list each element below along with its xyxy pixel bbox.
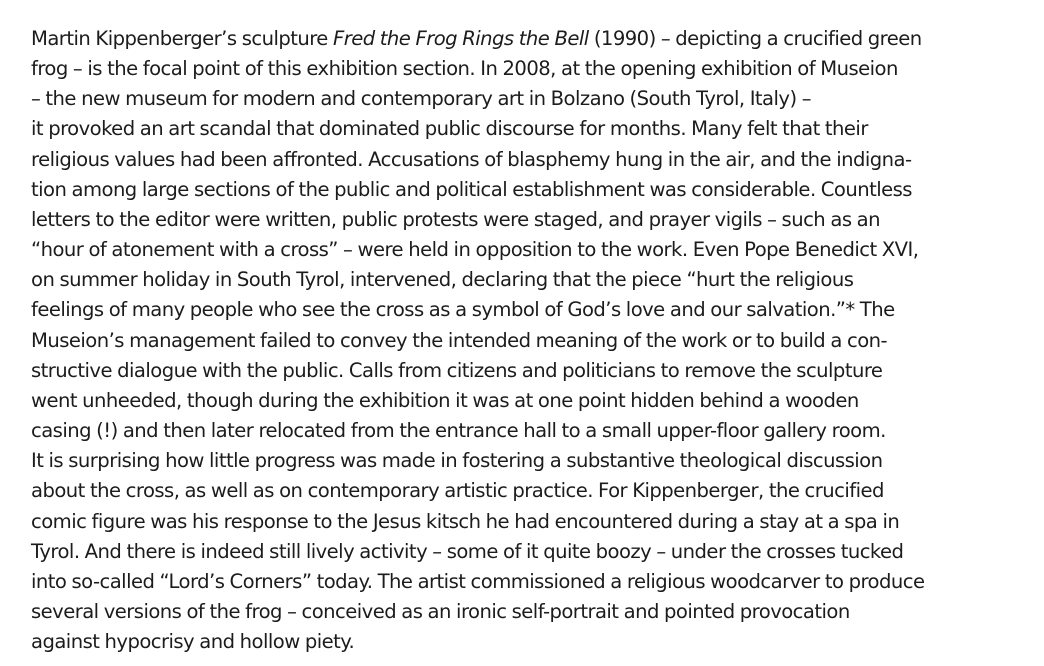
text-line	[31, 175, 1036, 205]
text-span: structive dialogue with the public. Calls from citizens and politicians to remove the sculpture	[31, 358, 883, 382]
text-span: against hypocrisy and hollow piety.	[31, 630, 355, 654]
text-span: letters to the editor were written, public protests were staged, and prayer vigils – such as an	[31, 207, 880, 231]
text-span: (1990) – depicting a crucified green	[588, 27, 922, 50]
text-span: feelings of many people who see the cross as a symbol of God’s love and our salvation.”* The	[31, 298, 895, 322]
text-line	[31, 597, 1036, 627]
text-span: several versions of the frog – conceived as an ironic self-portrait and pointed provocation	[31, 599, 850, 623]
text-span: frog – is the focal point of this exhibition section. In 2008, at the opening exhibition of Museion	[31, 57, 898, 81]
text-line	[31, 145, 1036, 175]
text-line	[31, 235, 1036, 265]
body-paragraph	[31, 24, 1036, 657]
text-span: Tyrol. And there is indeed still lively activity – some of it quite boozy – under the crosses tucked	[31, 539, 904, 563]
text-span: casing (!) and then later relocated from the entrance hall to a small upper-floor gallery room.	[31, 419, 886, 443]
text-line	[31, 537, 1036, 567]
text-span: it provoked an art scandal that dominated public discourse for months. Many felt that their	[31, 117, 868, 141]
text-line	[31, 326, 1036, 356]
text-span: into so-called “Lord’s Corners” today. The artist commissioned a religious woodcarver to produce	[31, 569, 925, 593]
text-span: comic figure was his response to the Jesus kitsch he had encountered during a stay at a spa in	[31, 509, 900, 533]
text-line	[31, 416, 1036, 446]
text-line	[31, 295, 1036, 325]
text-line	[31, 84, 1036, 114]
text-line	[31, 476, 1036, 506]
text-line	[31, 54, 1036, 84]
artwork-title: Fred the Frog Rings the Bell	[333, 27, 589, 50]
text-line	[31, 446, 1036, 476]
text-line	[31, 386, 1036, 416]
text-span: went unheeded, though during the exhibition it was at one point hidden behind a wooden	[31, 388, 859, 412]
text-line	[31, 507, 1036, 537]
text-span: It is surprising how little progress was made in fostering a substantive theological discussion	[31, 449, 883, 473]
text-span: Museion’s management failed to convey the intended meaning of the work or to build a con-	[31, 328, 888, 352]
text-line	[31, 627, 1036, 657]
text-line	[31, 114, 1036, 144]
text-line	[31, 356, 1036, 386]
text-span: on summer holiday in South Tyrol, intervened, declaring that the piece “hurt the religious	[31, 268, 854, 292]
text-span: about the cross, as well as on contemporary artistic practice. For Kippenberger, the crucified	[31, 479, 884, 503]
text-span: – the new museum for modern and contemporary art in Bolzano (South Tyrol, Italy) –	[31, 87, 811, 111]
text-line	[31, 567, 1036, 597]
text-line	[31, 24, 1036, 54]
text-span: “hour of atonement with a cross” – were held in opposition to the work. Even Pope Benedict XVI,	[31, 238, 919, 262]
text-span: tion among large sections of the public and political establishment was considerable. Countless	[31, 177, 912, 201]
text-line	[31, 205, 1036, 235]
text-span: religious values had been affronted. Accusations of blasphemy hung in the air, and the indigna-	[31, 147, 912, 171]
text-span: Martin Kippenberger’s sculpture	[31, 27, 333, 50]
text-line	[31, 265, 1036, 295]
